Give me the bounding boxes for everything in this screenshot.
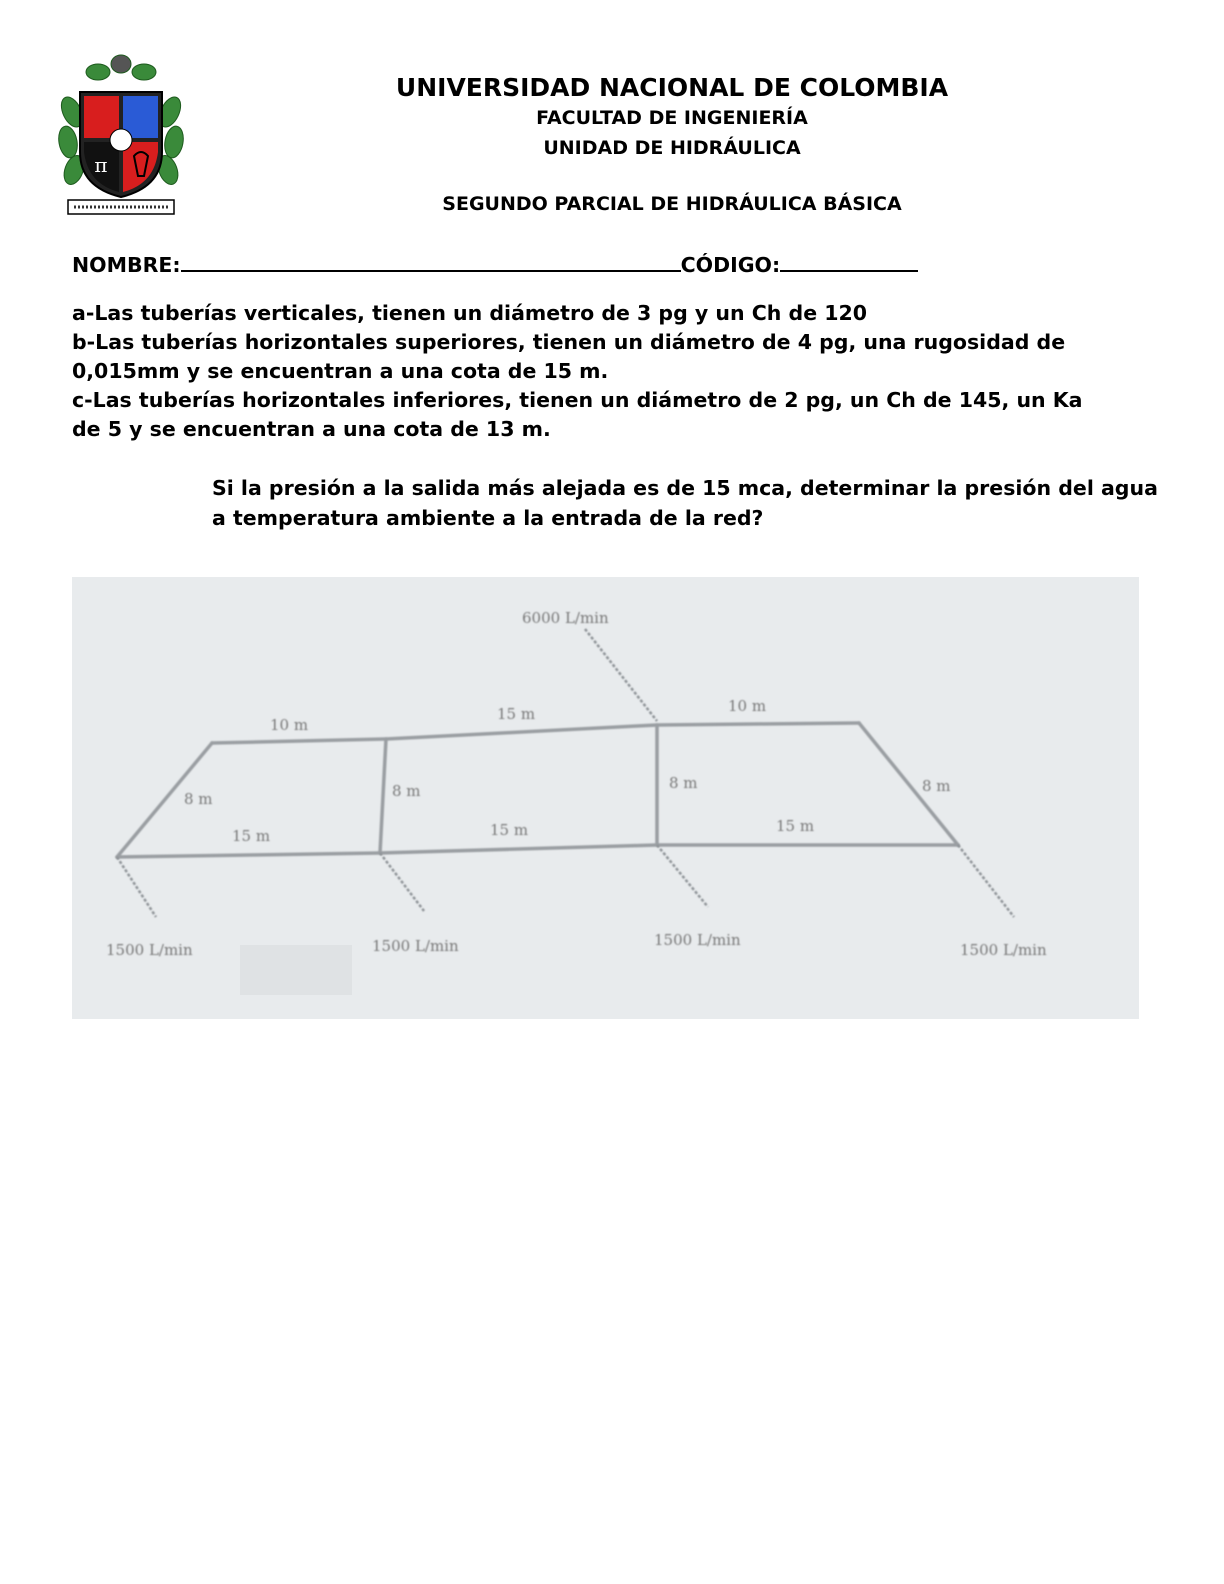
vertical-length-2: 8 m <box>392 782 421 800</box>
lower-length-3: 15 m <box>776 817 815 835</box>
vertical-length-3: 8 m <box>669 774 698 792</box>
outflow-label-3: 1500 L/min <box>654 931 741 949</box>
question-text: Si la presión a la salida más alejada es de 15 mca, determinar la presión del agua a temperatura ambiente a la entrada de la red? <box>212 476 1158 530</box>
code-label: CÓDIGO: <box>680 253 781 277</box>
svg-text:π: π <box>94 153 108 177</box>
statement-b: b-Las tuberías horizontales superiores, tienen un diámetro de 4 pg, una rugosidad de <box>72 330 1066 354</box>
outflow-label-4: 1500 L/min <box>960 941 1047 959</box>
exam-title: SEGUNDO PARCIAL DE HIDRÁULICA BÁSICA <box>442 193 902 215</box>
lower-length-2: 15 m <box>490 821 529 839</box>
upper-pipe-3 <box>657 723 859 725</box>
lower-length-1: 15 m <box>232 827 271 845</box>
pipe-network-diagram <box>72 577 1139 1019</box>
name-label: NOMBRE: <box>72 253 181 277</box>
outflow-label-2: 1500 L/min <box>372 937 459 955</box>
unit-title: UNIDAD DE HIDRÁULICA <box>543 137 801 159</box>
statement-c-cont: de 5 y se encuentran a una cota de 13 m. <box>72 417 551 441</box>
statement-c: c-Las tuberías horizontales inferiores, tienen un diámetro de 2 pg, un Ch de 145, un Ka <box>72 388 1083 412</box>
inflow-label: 6000 L/min <box>522 609 609 627</box>
name-field[interactable] <box>181 250 681 272</box>
statement-a: a-Las tuberías verticales, tienen un diámetro de 3 pg y un Ch de 120 <box>72 301 868 325</box>
upper-length-3: 10 m <box>728 697 767 715</box>
pipe-network-figure <box>72 577 1139 1019</box>
statement-b-cont: 0,015mm y se encuentran a una cota de 15 m. <box>72 359 609 383</box>
vertical-length-4: 8 m <box>922 777 951 795</box>
university-title: UNIVERSIDAD NACIONAL DE COLOMBIA <box>395 73 949 102</box>
name-code-row <box>72 250 918 277</box>
upper-length-1: 10 m <box>270 716 309 734</box>
code-field[interactable] <box>780 250 918 272</box>
vertical-length-1: 8 m <box>184 790 213 808</box>
outflow-label-1: 1500 L/min <box>106 941 193 959</box>
faculty-title: FACULTAD DE INGENIERÍA <box>536 107 808 129</box>
upper-length-2: 15 m <box>497 705 536 723</box>
